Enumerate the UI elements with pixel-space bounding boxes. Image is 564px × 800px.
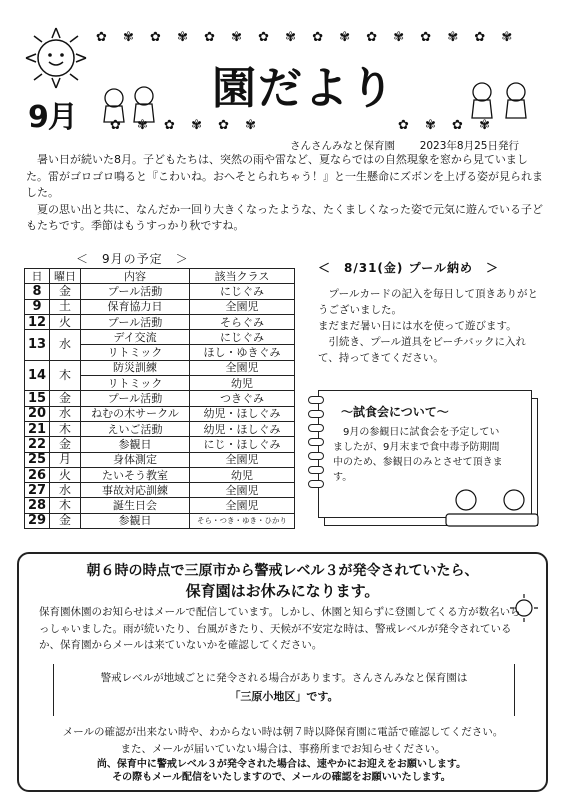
- sun-small-icon: [507, 590, 541, 636]
- schedule-day: 15: [25, 391, 50, 406]
- schedule-class: 幼児: [190, 467, 295, 482]
- pool-line: 引続き、プール道具をビーチバックに入れて、持ってきてください。: [318, 336, 527, 364]
- schedule-day: 28: [25, 498, 50, 513]
- schedule-day: 9: [25, 299, 50, 314]
- schedule-class: 全園児: [190, 483, 295, 498]
- intro-paragraph: 夏の思い出と共に、なんだか一回り大きくなったような、たくましくなった姿で元気に遊んでいる子どもたちです。季節はもうすっかり秋ですね。: [26, 202, 543, 232]
- alert-heading-1: 朝６時の時点で三原市から警戒レベル３が発令されていたら、: [86, 563, 479, 579]
- contact-line: また、メールが届いていない場合は、事務所までお知らせください。: [120, 742, 446, 755]
- alert-heading-2: 保育園はお休みになります。: [185, 582, 380, 600]
- schedule-class: ほし・ゆきぐみ: [190, 345, 295, 360]
- schedule-content: 身体測定: [81, 452, 190, 467]
- issue-date: 2023年8月25日発行: [419, 140, 519, 152]
- schedule-day: 22: [25, 437, 50, 452]
- schedule-day: 12: [25, 314, 50, 329]
- schedule-class: 全園児: [190, 498, 295, 513]
- schedule-weekday: 金: [50, 284, 81, 299]
- schedule-weekday: 水: [50, 406, 81, 421]
- table-row: [25, 421, 295, 436]
- table-row: [25, 330, 295, 345]
- col-header-class: 該当クラス: [190, 269, 295, 284]
- schedule-content: デイ交流: [81, 330, 190, 345]
- tasting-text: [333, 425, 503, 485]
- schedule-class: 幼児: [190, 376, 295, 391]
- alert-paragraph: [39, 604, 529, 654]
- schedule-header-row: [25, 269, 295, 284]
- table-row: [25, 498, 295, 513]
- table-row: [25, 360, 295, 375]
- schedule-content: 防災訓練: [81, 360, 190, 375]
- footer-note: [29, 758, 534, 784]
- footer-line: その際もメール配信をいたしますので、メールの確認をお願いいたします。: [112, 772, 451, 783]
- schedule-weekday: 金: [50, 437, 81, 452]
- schedule-content: 保育協力日: [81, 299, 190, 314]
- schedule-weekday: 水: [50, 330, 81, 361]
- notebook-rings: [308, 396, 328, 494]
- nursery-name: さんさんみなと保育園: [290, 140, 395, 152]
- schedule-body: [25, 284, 295, 529]
- schedule-content: プール活動: [81, 284, 190, 299]
- schedule-day: 13: [25, 330, 50, 361]
- schedule-weekday: 火: [50, 467, 81, 482]
- schedule-weekday: 金: [50, 391, 81, 406]
- alert-notice: [17, 552, 548, 792]
- schedule-content: 参観日: [81, 437, 190, 452]
- col-header-day: 日: [25, 269, 50, 284]
- children-illustration-left: [96, 84, 166, 130]
- table-row: [25, 284, 295, 299]
- table-row: [25, 391, 295, 406]
- schedule-class: そら・つき・ゆき・ひかり: [190, 513, 295, 528]
- schedule-weekday: 月: [50, 452, 81, 467]
- schedule-weekday: 木: [50, 498, 81, 513]
- schedule-content: リトミック: [81, 345, 190, 360]
- area-name: 「三原小地区」です。: [229, 690, 339, 703]
- schedule-day: 26: [25, 467, 50, 482]
- children-eating-illustration: [436, 486, 546, 530]
- schedule-day: 29: [25, 513, 50, 528]
- newsletter-title: 園だより: [212, 63, 396, 114]
- children-illustration-right: [462, 76, 542, 126]
- schedule-day: 14: [25, 360, 50, 391]
- intro-text: [26, 152, 546, 235]
- schedule-weekday: 金: [50, 513, 81, 528]
- schedule-content: 誕生日会: [81, 498, 190, 513]
- schedule-content: えいご活動: [81, 421, 190, 436]
- month-label: 9月: [28, 100, 77, 135]
- schedule-class: 全園児: [190, 360, 295, 375]
- area-notice: [53, 664, 515, 716]
- schedule-class: 幼児・ほしぐみ: [190, 421, 295, 436]
- footer-line: 尚、保育中に警戒レベル３が発令された場合は、速やかにお迎えをお願いします。: [96, 759, 467, 770]
- schedule-weekday: 木: [50, 421, 81, 436]
- schedule-content: 事故対応訓練: [81, 483, 190, 498]
- contact-line: メールの確認が出来ない時や、わからない時は朝７時以降保育園に電話で確認してください。: [62, 726, 504, 738]
- schedule-content: たいそう教室: [81, 467, 190, 482]
- schedule-table: [24, 268, 295, 529]
- flower-border-bottom: ✿ ✾ ✿ ✾ ✿ ✾: [110, 118, 263, 133]
- table-row: [25, 483, 295, 498]
- table-row: [25, 437, 295, 452]
- flower-border-top: ✿ ✾ ✿ ✾ ✿ ✾ ✿ ✾ ✿ ✾ ✿ ✾ ✿ ✾ ✿ ✾: [96, 30, 519, 45]
- schedule-class: そらぐみ: [190, 314, 295, 329]
- tasting-heading: ～試食会について～: [341, 405, 449, 419]
- pool-text: [318, 286, 543, 366]
- col-header-weekday: 曜日: [50, 269, 81, 284]
- schedule-day: 25: [25, 452, 50, 467]
- schedule-weekday: 水: [50, 483, 81, 498]
- schedule-class: にじ・ほしぐみ: [190, 437, 295, 452]
- schedule-content: 参観日: [81, 513, 190, 528]
- intro-paragraph: 暑い日が続いた8月。子どもたちは、突然の雨や雷など、夏ならではの自然現象を窓から見ていました。雷がゴロゴロ鳴ると『こわいね。おへそとられちゃう！』と一生懸命にズボンを上げる姿が見られました。: [26, 153, 543, 199]
- schedule-weekday: 火: [50, 314, 81, 329]
- schedule-day: 20: [25, 406, 50, 421]
- issuer-line: [290, 138, 519, 153]
- tasting-paragraph: 9月の参観日に試食会を予定していましたが、9月末まで食中毒予防期間中のため、参観日のみとさせて頂きます。: [333, 427, 503, 483]
- schedule-class: つきぐみ: [190, 391, 295, 406]
- schedule-content: プール活動: [81, 314, 190, 329]
- schedule-content: プール活動: [81, 391, 190, 406]
- schedule-content: ねむの木サークル: [81, 406, 190, 421]
- schedule-weekday: 土: [50, 299, 81, 314]
- pool-line: プールカードの記入を毎日して頂きありがとうございました。: [318, 288, 538, 316]
- pool-heading: ＜ 8/31(金) プール納め ＞: [318, 261, 499, 275]
- schedule-class: 全園児: [190, 452, 295, 467]
- schedule-day: 27: [25, 483, 50, 498]
- tasting-notice: [318, 390, 546, 530]
- flower-border-right: ✿ ✾ ✿ ✾: [398, 118, 496, 133]
- schedule-day: 8: [25, 284, 50, 299]
- pool-line: まだまだ暑い日には水を使って遊びます。: [318, 320, 517, 332]
- schedule-weekday: 木: [50, 360, 81, 391]
- table-row: [25, 513, 295, 528]
- schedule-class: にじぐみ: [190, 284, 295, 299]
- schedule-day: 21: [25, 421, 50, 436]
- schedule-class: にじぐみ: [190, 330, 295, 345]
- table-row: [25, 406, 295, 421]
- table-row: [25, 314, 295, 329]
- table-row: [25, 467, 295, 482]
- table-row: [25, 452, 295, 467]
- schedule-content: リトミック: [81, 376, 190, 391]
- sun-face-icon: [20, 22, 92, 94]
- schedule-heading: ＜ 9月の予定 ＞: [76, 252, 189, 266]
- alert-body: 保育園休園のお知らせはメールで配信しています。しかし、休園と知らずに登園してくる方が数名いらっしゃいました。雨が続いたり、台風がきたり、天候が不安定な時は、警戒レベルが発令されているか、保育園からメールは来ていないかを確認してください。: [39, 606, 521, 651]
- col-header-content: 内容: [81, 269, 190, 284]
- contact-text: [33, 724, 533, 757]
- schedule-class: 幼児・ほしぐみ: [190, 406, 295, 421]
- area-notice-line1: 警戒レベルが地域ごとに発令される場合があります。さんさんみなと保育園は: [100, 672, 468, 684]
- schedule-class: 全園児: [190, 299, 295, 314]
- table-row: [25, 299, 295, 314]
